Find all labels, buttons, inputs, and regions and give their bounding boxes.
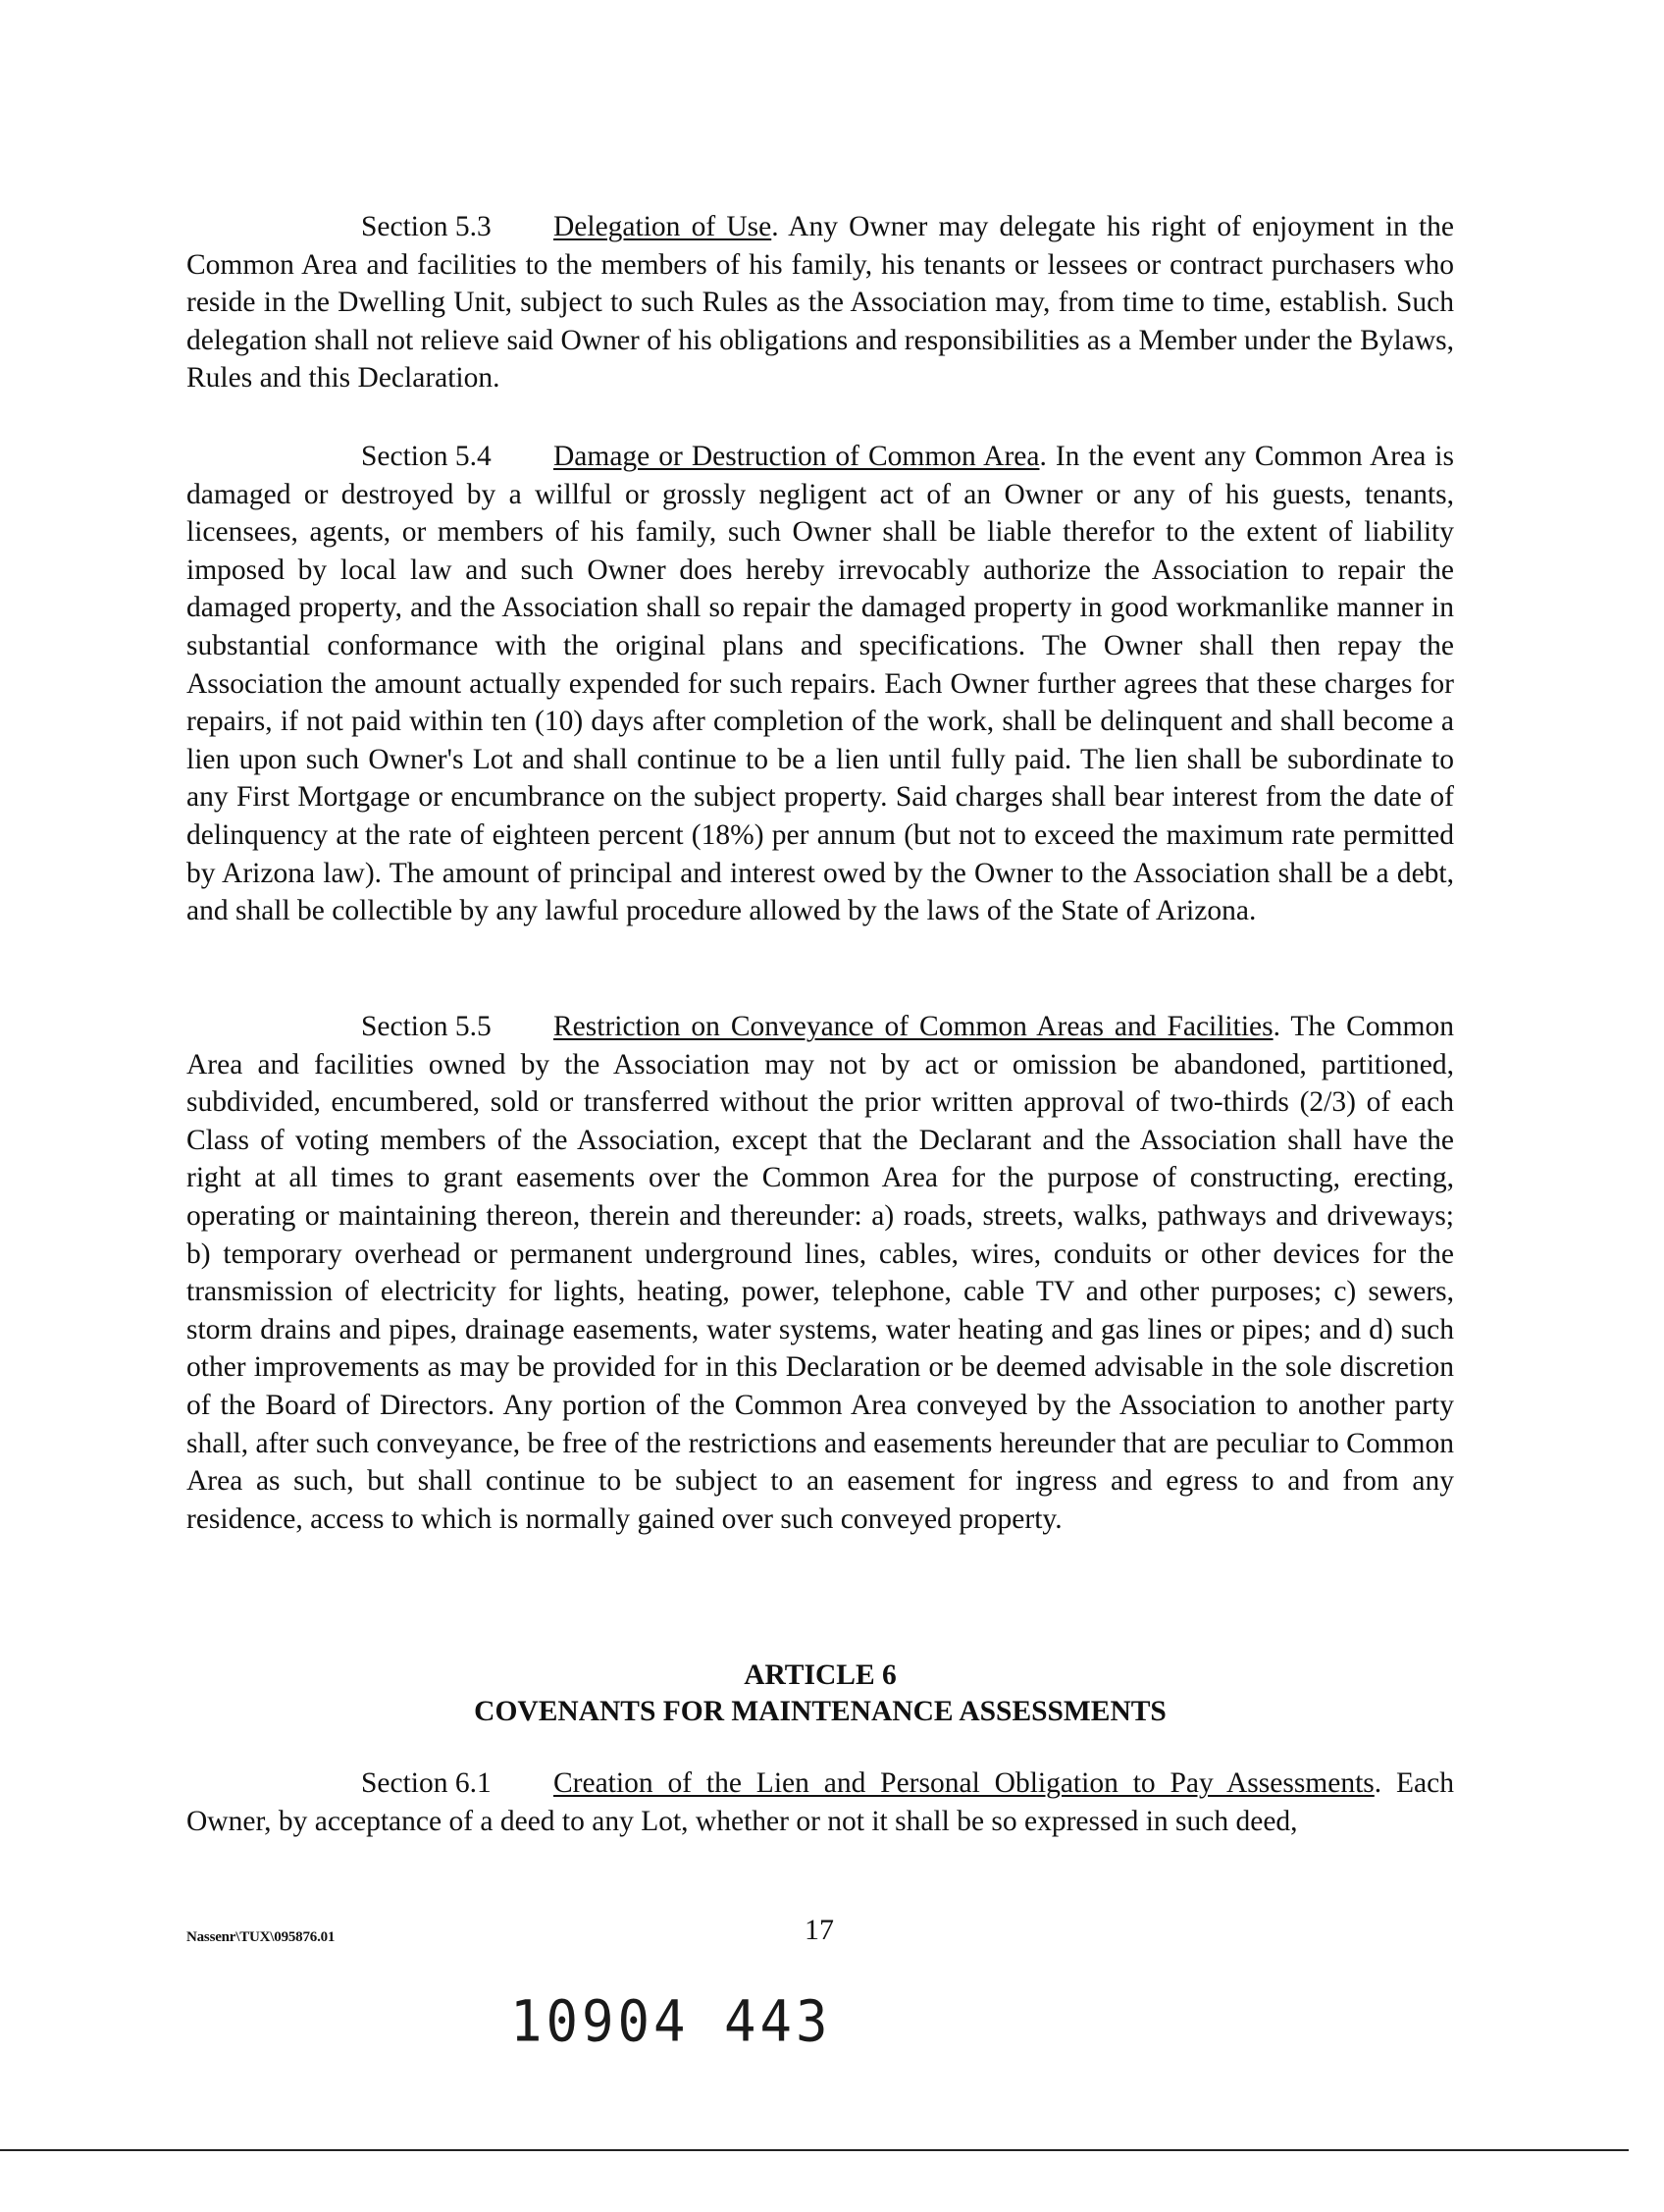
- section-title: Restriction on Conveyance of Common Areas and Facilities: [553, 1011, 1274, 1042]
- article-label: ARTICLE 6: [744, 1659, 897, 1691]
- section-body: . In the event any Common Area is damaged or destroyed by a willful or grossly negligent act of an Owner or any of his guests, tenants, licensees, agents, or members of his family, such Owner shall be liable therefor to the extent of liability imposed by local law and such Owner does hereby irrevocably authorize the Association to repair the damaged property, and the Association shall so repair the damaged property in good workmanlike manner in substantial conformance with the original plans and specifications. The Owner shall then repay the Association the amount actually expended for such repairs. Each Owner further agrees that these charges for repairs, if not paid within ten (10) days after completion of the work, shall be delinquent and shall become a lien upon such Owner's Lot and shall continue to be a lien until fully paid. The lien shall be subordinate to any First Mortgage or encumbrance on the subject property. Said charges shall bear interest from the date of delinquency at the rate of eighteen percent (18%) per annum (but not to exceed the maximum rate permitted by Arizona law). The amount of principal and interest owed by the Owner to the Association shall be a debt, and shall be collectible by any lawful procedure allowed by the laws of the State of Arizona.: [186, 441, 1454, 927]
- section-number: Section 6.1: [361, 1767, 492, 1799]
- section-title: Delegation of Use: [553, 211, 772, 242]
- section-number: Section 5.3: [361, 211, 492, 242]
- page-number: 17: [805, 1914, 834, 1946]
- section-number: Section 5.4: [361, 441, 492, 472]
- recording-stamp-book: 10904: [510, 1987, 690, 2055]
- section-number: Section 5.5: [361, 1011, 492, 1042]
- scan-edge-rule: [0, 2149, 1629, 2151]
- section-5-3: [186, 208, 1454, 397]
- section-body: . The Common Area and facilities owned by the Association may not by act or omission be abandoned, partitioned, subdivided, encumbered, sold or transferred without the prior written approval of two-thirds (2/3) of each Class of voting members of the Association, except that the Declarant and the Association shall have the right at all times to grant easements over the Common Area for the purpose of constructing, erecting, operating or maintaining thereon, therein and thereunder: a) roads, streets, walks, pathways and driveways; b) temporary overhead or permanent underground lines, cables, wires, conduits or other devices for the transmission of electricity for lights, heating, power, telephone, cable TV and other purposes; c) sewers, storm drains and pipes, drainage easements, water systems, water heating and gas lines or pipes; and d) such other improvements as may be provided for in this Declaration or be deemed advisable in the sole discretion of the Board of Directors. Any portion of the Common Area conveyed by the Association to another party shall, after such conveyance, be free of the restrictions and easements hereunder that are peculiar to Common Area as such, but shall continue to be subject to an easement for ingress and egress to and from any residence, access to which is normally gained over such conveyed property.: [186, 1011, 1454, 1535]
- section-title: Damage or Destruction of Common Area: [553, 441, 1040, 472]
- section-5-4: [186, 438, 1454, 930]
- recording-stamp-page: 443: [724, 1987, 832, 2055]
- section-5-5: [186, 1008, 1454, 1538]
- section-body: . Each Owner, by acceptance of a deed to any Lot, whether or not it shall be so expressed in such deed,: [186, 1767, 1454, 1837]
- article-title: COVENANTS FOR MAINTENANCE ASSESSMENTS: [474, 1696, 1167, 1727]
- section-6-1: [186, 1764, 1454, 1840]
- document-reference: Nassenr\TUX\095876.01: [186, 1929, 336, 1945]
- section-title: Creation of the Lien and Personal Obligation to Pay Assessments: [553, 1767, 1375, 1799]
- section-body: . Any Owner may delegate his right of enjoyment in the Common Area and facilities to the members of his family, his tenants or lessees or contract purchasers who reside in the Dwelling Unit, subject to such Rules as the Association may, from time to time, establish. Such delegation shall not relieve said Owner of his obligations and responsibilities as a Member under the Bylaws, Rules and this Declaration.: [186, 211, 1455, 395]
